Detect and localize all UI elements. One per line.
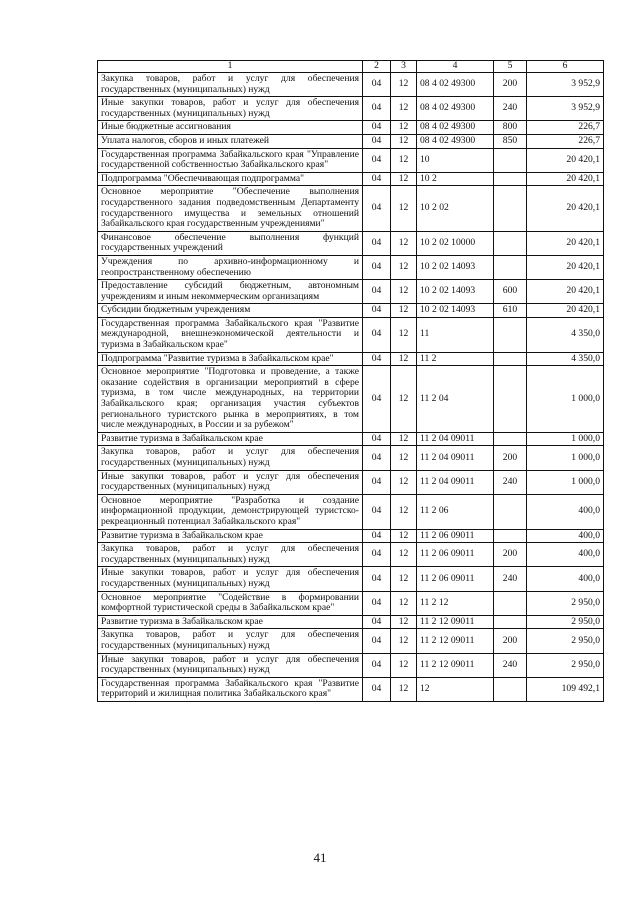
header-cell-5: 5 bbox=[494, 61, 527, 73]
table-row bbox=[98, 366, 604, 433]
row-subsection-cell: 12 bbox=[391, 317, 417, 352]
row-name-cell: Закупка товаров, работ и услуг для обеспечения государственных (муниципальных) нужд bbox=[98, 543, 363, 567]
row-expense-type-cell: 200 bbox=[494, 629, 527, 653]
row-subsection-cell: 12 bbox=[391, 529, 417, 543]
table-row bbox=[98, 73, 604, 97]
row-section-cell: 04 bbox=[363, 615, 391, 629]
row-target-code-cell: 11 2 04 09011 bbox=[417, 432, 494, 446]
row-target-code-cell: 10 2 bbox=[417, 172, 494, 186]
row-expense-type-cell: 240 bbox=[494, 470, 527, 494]
row-amount-cell: 20 420,1 bbox=[527, 148, 604, 172]
row-amount-cell: 2 950,0 bbox=[527, 615, 604, 629]
row-section-cell: 04 bbox=[363, 432, 391, 446]
row-name-cell: Государственная программа Забайкальского края "Управление государственной собственностью Забайкальского края" bbox=[98, 148, 363, 172]
row-subsection-cell: 12 bbox=[391, 134, 417, 148]
row-section-cell: 04 bbox=[363, 148, 391, 172]
row-subsection-cell: 12 bbox=[391, 494, 417, 529]
row-section-cell: 04 bbox=[363, 591, 391, 615]
row-target-code-cell: 10 2 02 14093 bbox=[417, 304, 494, 318]
row-name-cell: Иные бюджетные ассигнования bbox=[98, 121, 363, 135]
row-expense-type-cell: 240 bbox=[494, 97, 527, 121]
row-target-code-cell: 08 4 02 49300 bbox=[417, 73, 494, 97]
table-row bbox=[98, 121, 604, 135]
table-row bbox=[98, 304, 604, 318]
row-amount-cell: 4 350,0 bbox=[527, 317, 604, 352]
table-row bbox=[98, 317, 604, 352]
row-name-cell: Развитие туризма в Забайкальском крае bbox=[98, 432, 363, 446]
row-expense-type-cell bbox=[494, 352, 527, 366]
row-expense-type-cell bbox=[494, 172, 527, 186]
row-section-cell: 04 bbox=[363, 653, 391, 677]
table-row bbox=[98, 653, 604, 677]
row-section-cell: 04 bbox=[363, 366, 391, 433]
row-name-cell: Подпрограмма "Развитие туризма в Забайкальском крае" bbox=[98, 352, 363, 366]
row-subsection-cell: 12 bbox=[391, 629, 417, 653]
row-subsection-cell: 12 bbox=[391, 446, 417, 470]
row-target-code-cell: 10 2 02 14093 bbox=[417, 255, 494, 279]
row-expense-type-cell bbox=[494, 494, 527, 529]
row-name-cell: Субсидии бюджетным учреждениям bbox=[98, 304, 363, 318]
row-target-code-cell: 11 2 12 09011 bbox=[417, 653, 494, 677]
row-amount-cell: 4 350,0 bbox=[527, 352, 604, 366]
row-name-cell: Государственная программа Забайкальского края "Развитие территорий и жилищная политика Забайкальского края" bbox=[98, 677, 363, 701]
row-expense-type-cell: 200 bbox=[494, 543, 527, 567]
row-target-code-cell: 11 2 04 bbox=[417, 366, 494, 433]
row-target-code-cell: 10 2 02 10000 bbox=[417, 231, 494, 255]
row-name-cell: Подпрограмма "Обеспечивающая подпрограмма" bbox=[98, 172, 363, 186]
row-amount-cell: 20 420,1 bbox=[527, 186, 604, 231]
row-amount-cell: 1 000,0 bbox=[527, 446, 604, 470]
row-target-code-cell: 11 2 12 bbox=[417, 591, 494, 615]
table-row bbox=[98, 591, 604, 615]
row-amount-cell: 400,0 bbox=[527, 494, 604, 529]
row-expense-type-cell bbox=[494, 186, 527, 231]
budget-table bbox=[97, 60, 604, 702]
row-section-cell: 04 bbox=[363, 73, 391, 97]
table-row bbox=[98, 352, 604, 366]
row-amount-cell: 2 950,0 bbox=[527, 629, 604, 653]
row-target-code-cell: 12 bbox=[417, 677, 494, 701]
row-expense-type-cell: 240 bbox=[494, 653, 527, 677]
row-subsection-cell: 12 bbox=[391, 97, 417, 121]
row-expense-type-cell bbox=[494, 255, 527, 279]
row-target-code-cell: 11 2 06 09011 bbox=[417, 543, 494, 567]
row-amount-cell: 109 492,1 bbox=[527, 677, 604, 701]
row-subsection-cell: 12 bbox=[391, 121, 417, 135]
row-name-cell: Иные закупки товаров, работ и услуг для обеспечения государственных (муниципальных) нужд bbox=[98, 567, 363, 591]
row-amount-cell: 400,0 bbox=[527, 567, 604, 591]
row-expense-type-cell: 850 bbox=[494, 134, 527, 148]
row-amount-cell: 20 420,1 bbox=[527, 231, 604, 255]
header-cell-3: 3 bbox=[391, 61, 417, 73]
row-target-code-cell: 11 2 04 09011 bbox=[417, 446, 494, 470]
row-name-cell: Финансовое обеспечение выполнения функций государственных учреждений bbox=[98, 231, 363, 255]
row-expense-type-cell bbox=[494, 366, 527, 433]
row-amount-cell: 400,0 bbox=[527, 529, 604, 543]
row-expense-type-cell bbox=[494, 591, 527, 615]
row-expense-type-cell bbox=[494, 148, 527, 172]
row-section-cell: 04 bbox=[363, 494, 391, 529]
row-target-code-cell: 11 bbox=[417, 317, 494, 352]
row-amount-cell: 20 420,1 bbox=[527, 304, 604, 318]
row-subsection-cell: 12 bbox=[391, 615, 417, 629]
row-section-cell: 04 bbox=[363, 97, 391, 121]
row-section-cell: 04 bbox=[363, 543, 391, 567]
row-expense-type-cell bbox=[494, 317, 527, 352]
row-target-code-cell: 08 4 02 49300 bbox=[417, 97, 494, 121]
table-row bbox=[98, 172, 604, 186]
row-subsection-cell: 12 bbox=[391, 148, 417, 172]
row-subsection-cell: 12 bbox=[391, 567, 417, 591]
row-amount-cell: 3 952,9 bbox=[527, 97, 604, 121]
row-name-cell: Основное мероприятие "Содействие в формировании комфортной туристической среды в Забайкальском крае" bbox=[98, 591, 363, 615]
row-name-cell: Закупка товаров, работ и услуг для обеспечения государственных (муниципальных) нужд bbox=[98, 73, 363, 97]
table-row bbox=[98, 255, 604, 279]
row-amount-cell: 20 420,1 bbox=[527, 255, 604, 279]
row-name-cell: Государственная программа Забайкальского края "Развитие международной, внешнеэкономической деятельности и туризма в Забайкальском крае" bbox=[98, 317, 363, 352]
row-target-code-cell: 08 4 02 49300 bbox=[417, 121, 494, 135]
row-target-code-cell: 11 2 12 09011 bbox=[417, 615, 494, 629]
table-row bbox=[98, 629, 604, 653]
row-subsection-cell: 12 bbox=[391, 231, 417, 255]
row-expense-type-cell: 800 bbox=[494, 121, 527, 135]
row-amount-cell: 400,0 bbox=[527, 543, 604, 567]
table-row bbox=[98, 231, 604, 255]
row-amount-cell: 1 000,0 bbox=[527, 366, 604, 433]
row-section-cell: 04 bbox=[363, 446, 391, 470]
row-amount-cell: 1 000,0 bbox=[527, 432, 604, 446]
row-target-code-cell: 11 2 04 09011 bbox=[417, 470, 494, 494]
row-subsection-cell: 12 bbox=[391, 366, 417, 433]
row-name-cell: Закупка товаров, работ и услуг для обеспечения государственных (муниципальных) нужд bbox=[98, 446, 363, 470]
row-section-cell: 04 bbox=[363, 529, 391, 543]
row-section-cell: 04 bbox=[363, 231, 391, 255]
row-subsection-cell: 12 bbox=[391, 653, 417, 677]
row-name-cell: Уплата налогов, сборов и иных платежей bbox=[98, 134, 363, 148]
row-subsection-cell: 12 bbox=[391, 352, 417, 366]
row-name-cell: Основное мероприятие "Подготовка и проведение, а также оказание содействия в организации мероприятий в сфере туризма, в том числе международных, на территории Забайкальского края; организация участия субъектов регионального туристского рынка в мероприятиях, в том числе международных, в России и за рубежом" bbox=[98, 366, 363, 433]
header-cell-6: 6 bbox=[527, 61, 604, 73]
row-expense-type-cell bbox=[494, 677, 527, 701]
row-section-cell: 04 bbox=[363, 186, 391, 231]
row-expense-type-cell: 200 bbox=[494, 73, 527, 97]
row-section-cell: 04 bbox=[363, 352, 391, 366]
table-row bbox=[98, 446, 604, 470]
row-subsection-cell: 12 bbox=[391, 255, 417, 279]
row-amount-cell: 3 952,9 bbox=[527, 73, 604, 97]
row-section-cell: 04 bbox=[363, 121, 391, 135]
row-name-cell: Учреждения по архивно-информационному и геопространственному обеспечению bbox=[98, 255, 363, 279]
row-section-cell: 04 bbox=[363, 172, 391, 186]
table-row bbox=[98, 134, 604, 148]
row-name-cell: Основное мероприятие "Обеспечение выполнения государственного задания подведомственным Департаменту государственного имущества и земельных отношений Забайкальского края государственным учреждениями" bbox=[98, 186, 363, 231]
table-row bbox=[98, 615, 604, 629]
row-section-cell: 04 bbox=[363, 134, 391, 148]
row-name-cell: Развитие туризма в Забайкальском крае bbox=[98, 615, 363, 629]
row-subsection-cell: 12 bbox=[391, 186, 417, 231]
row-name-cell: Иные закупки товаров, работ и услуг для обеспечения государственных (муниципальных) нужд bbox=[98, 470, 363, 494]
row-target-code-cell: 11 2 06 09011 bbox=[417, 567, 494, 591]
row-amount-cell: 1 000,0 bbox=[527, 470, 604, 494]
row-section-cell: 04 bbox=[363, 567, 391, 591]
row-section-cell: 04 bbox=[363, 470, 391, 494]
row-amount-cell: 226,7 bbox=[527, 121, 604, 135]
row-target-code-cell: 11 2 06 09011 bbox=[417, 529, 494, 543]
header-cell-2: 2 bbox=[363, 61, 391, 73]
header-row bbox=[98, 61, 604, 73]
row-expense-type-cell: 240 bbox=[494, 567, 527, 591]
row-subsection-cell: 12 bbox=[391, 304, 417, 318]
table-row bbox=[98, 529, 604, 543]
row-expense-type-cell: 600 bbox=[494, 280, 527, 304]
row-amount-cell: 20 420,1 bbox=[527, 280, 604, 304]
header-cell-4: 4 bbox=[417, 61, 494, 73]
table-row bbox=[98, 543, 604, 567]
table-row bbox=[98, 494, 604, 529]
row-subsection-cell: 12 bbox=[391, 470, 417, 494]
table-row bbox=[98, 567, 604, 591]
row-name-cell: Развитие туризма в Забайкальском крае bbox=[98, 529, 363, 543]
table-row bbox=[98, 97, 604, 121]
row-name-cell: Предоставление субсидий бюджетным, автономным учреждениям и иным некоммерческим организациям bbox=[98, 280, 363, 304]
row-amount-cell: 2 950,0 bbox=[527, 591, 604, 615]
table-row bbox=[98, 186, 604, 231]
table-row bbox=[98, 470, 604, 494]
row-section-cell: 04 bbox=[363, 677, 391, 701]
row-name-cell: Основное мероприятие "Разработка и создание информационной продукции, демонстрирующей туристско-рекреационный потенциал Забайкальского края" bbox=[98, 494, 363, 529]
row-expense-type-cell: 200 bbox=[494, 446, 527, 470]
row-name-cell: Закупка товаров, работ и услуг для обеспечения государственных (муниципальных) нужд bbox=[98, 629, 363, 653]
row-name-cell: Иные закупки товаров, работ и услуг для обеспечения государственных (муниципальных) нужд bbox=[98, 97, 363, 121]
page-number: 41 bbox=[313, 850, 327, 865]
row-expense-type-cell bbox=[494, 615, 527, 629]
table-row bbox=[98, 432, 604, 446]
row-subsection-cell: 12 bbox=[391, 432, 417, 446]
row-target-code-cell: 11 2 bbox=[417, 352, 494, 366]
row-expense-type-cell bbox=[494, 529, 527, 543]
row-expense-type-cell bbox=[494, 231, 527, 255]
row-subsection-cell: 12 bbox=[391, 677, 417, 701]
row-subsection-cell: 12 bbox=[391, 280, 417, 304]
row-subsection-cell: 12 bbox=[391, 543, 417, 567]
table-row bbox=[98, 677, 604, 701]
row-target-code-cell: 11 2 06 bbox=[417, 494, 494, 529]
row-subsection-cell: 12 bbox=[391, 172, 417, 186]
row-section-cell: 04 bbox=[363, 304, 391, 318]
table-row bbox=[98, 148, 604, 172]
row-subsection-cell: 12 bbox=[391, 73, 417, 97]
row-target-code-cell: 10 bbox=[417, 148, 494, 172]
row-amount-cell: 2 950,0 bbox=[527, 653, 604, 677]
row-target-code-cell: 11 2 12 09011 bbox=[417, 629, 494, 653]
row-expense-type-cell bbox=[494, 432, 527, 446]
row-section-cell: 04 bbox=[363, 317, 391, 352]
row-name-cell: Иные закупки товаров, работ и услуг для обеспечения государственных (муниципальных) нужд bbox=[98, 653, 363, 677]
table-body bbox=[98, 73, 604, 702]
row-target-code-cell: 08 4 02 49300 bbox=[417, 134, 494, 148]
header-cell-1: 1 bbox=[98, 61, 363, 73]
row-amount-cell: 20 420,1 bbox=[527, 172, 604, 186]
row-section-cell: 04 bbox=[363, 255, 391, 279]
table-row bbox=[98, 280, 604, 304]
row-target-code-cell: 10 2 02 bbox=[417, 186, 494, 231]
row-target-code-cell: 10 2 02 14093 bbox=[417, 280, 494, 304]
row-section-cell: 04 bbox=[363, 280, 391, 304]
row-amount-cell: 226,7 bbox=[527, 134, 604, 148]
row-subsection-cell: 12 bbox=[391, 591, 417, 615]
row-expense-type-cell: 610 bbox=[494, 304, 527, 318]
row-section-cell: 04 bbox=[363, 629, 391, 653]
